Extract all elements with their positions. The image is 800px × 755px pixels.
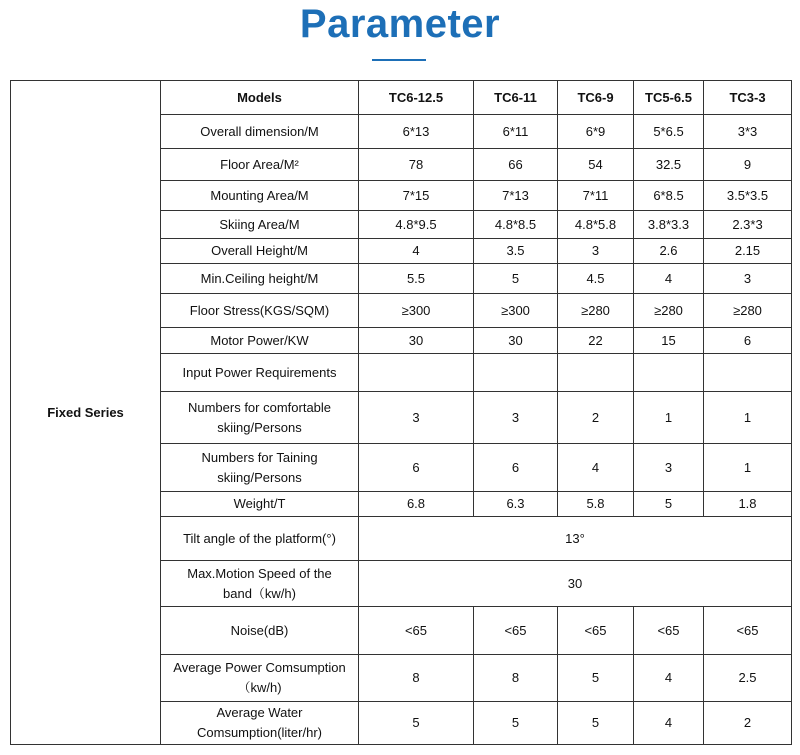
cell-value: 1.8 — [704, 492, 792, 517]
row-label: Max.Motion Speed of the band（kw/h) — [161, 561, 359, 607]
page-title: Parameter — [299, 2, 501, 46]
cell-value: <65 — [704, 607, 792, 655]
cell-value: 5.5 — [359, 264, 474, 294]
model-header: TC3-3 — [704, 81, 792, 115]
cell-value: 66 — [474, 149, 558, 181]
row-label: Average Power Comsumption （kw/h) — [161, 655, 359, 702]
cell-value: 6 — [359, 444, 474, 492]
cell-value: 5*6.5 — [634, 115, 704, 149]
cell-value: 4.8*5.8 — [558, 211, 634, 239]
merged-value: 30 — [359, 561, 792, 607]
cell-value: 54 — [558, 149, 634, 181]
cell-value: 6 — [474, 444, 558, 492]
cell-value: 78 — [359, 149, 474, 181]
cell-value: 4 — [634, 655, 704, 702]
header-row — [11, 81, 792, 115]
row-label: Average Water Comsumption(liter/hr) — [161, 702, 359, 745]
model-header: TC6-9 — [558, 81, 634, 115]
cell-value: <65 — [634, 607, 704, 655]
cell-value: 3 — [634, 444, 704, 492]
cell-value: 4.5 — [558, 264, 634, 294]
cell-value: 7*15 — [359, 181, 474, 211]
cell-value: 3.5 — [474, 239, 558, 264]
title-underline — [372, 59, 426, 61]
cell-value: 5.8 — [558, 492, 634, 517]
row-label: Mounting Area/M — [161, 181, 359, 211]
row-label: Weight/T — [161, 492, 359, 517]
cell-value: 5 — [558, 655, 634, 702]
cell-value: 2.3*3 — [704, 211, 792, 239]
row-label: Input Power Requirements — [161, 354, 359, 392]
cell-value: 6 — [704, 328, 792, 354]
models-header: Models — [161, 81, 359, 115]
model-header: TC6-12.5 — [359, 81, 474, 115]
cell-value: 3*3 — [704, 115, 792, 149]
cell-value: 4.8*8.5 — [474, 211, 558, 239]
row-label: Tilt angle of the platform(°) — [161, 517, 359, 561]
cell-value — [634, 354, 704, 392]
row-label: Numbers for Taining skiing/Persons — [161, 444, 359, 492]
cell-value: ≥300 — [474, 294, 558, 328]
row-label: Overall Height/M — [161, 239, 359, 264]
cell-value: 7*11 — [558, 181, 634, 211]
cell-value: 6.3 — [474, 492, 558, 517]
cell-value: 4.8*9.5 — [359, 211, 474, 239]
row-label: Numbers for comfortable skiing/Persons — [161, 392, 359, 444]
cell-value: 7*13 — [474, 181, 558, 211]
cell-value: <65 — [474, 607, 558, 655]
model-header: TC5-6.5 — [634, 81, 704, 115]
row-label: Motor Power/KW — [161, 328, 359, 354]
cell-value: 8 — [359, 655, 474, 702]
cell-value — [704, 354, 792, 392]
cell-value: 3.8*3.3 — [634, 211, 704, 239]
cell-value: 30 — [474, 328, 558, 354]
cell-value: 6*13 — [359, 115, 474, 149]
cell-value: 2.15 — [704, 239, 792, 264]
cell-value: 1 — [704, 392, 792, 444]
row-label: Noise(dB) — [161, 607, 359, 655]
cell-value: 2 — [704, 702, 792, 745]
cell-value: ≥280 — [704, 294, 792, 328]
cell-value: 5 — [558, 702, 634, 745]
cell-value: 22 — [558, 328, 634, 354]
cell-value: 9 — [704, 149, 792, 181]
cell-value: 4 — [634, 264, 704, 294]
cell-value: 5 — [634, 492, 704, 517]
row-label: Floor Stress(KGS/SQM) — [161, 294, 359, 328]
cell-value: 3 — [558, 239, 634, 264]
cell-value: 6*8.5 — [634, 181, 704, 211]
cell-value: 5 — [359, 702, 474, 745]
parameter-table — [10, 80, 792, 745]
merged-value: 13° — [359, 517, 792, 561]
cell-value: 6*11 — [474, 115, 558, 149]
cell-value: 4 — [634, 702, 704, 745]
row-label: Min.Ceiling height/M — [161, 264, 359, 294]
cell-value: 5 — [474, 264, 558, 294]
cell-value: 3 — [474, 392, 558, 444]
row-label: Skiing Area/M — [161, 211, 359, 239]
cell-value: ≥300 — [359, 294, 474, 328]
cell-value: ≥280 — [558, 294, 634, 328]
cell-value: 1 — [634, 392, 704, 444]
cell-value: <65 — [359, 607, 474, 655]
row-label: Overall dimension/M — [161, 115, 359, 149]
cell-value: 3 — [704, 264, 792, 294]
cell-value: 3 — [359, 392, 474, 444]
cell-value: 4 — [359, 239, 474, 264]
cell-value: 15 — [634, 328, 704, 354]
cell-value: 4 — [558, 444, 634, 492]
cell-value: 8 — [474, 655, 558, 702]
cell-value — [474, 354, 558, 392]
cell-value: 3.5*3.5 — [704, 181, 792, 211]
cell-value: ≥280 — [634, 294, 704, 328]
cell-value: 6.8 — [359, 492, 474, 517]
cell-value: 2.5 — [704, 655, 792, 702]
model-header: TC6-11 — [474, 81, 558, 115]
cell-value: 2 — [558, 392, 634, 444]
cell-value — [558, 354, 634, 392]
series-label: Fixed Series — [11, 81, 161, 745]
cell-value — [359, 354, 474, 392]
cell-value: 32.5 — [634, 149, 704, 181]
cell-value: 1 — [704, 444, 792, 492]
row-label: Floor Area/M² — [161, 149, 359, 181]
cell-value: 5 — [474, 702, 558, 745]
cell-value: 6*9 — [558, 115, 634, 149]
cell-value: 2.6 — [634, 239, 704, 264]
cell-value: <65 — [558, 607, 634, 655]
cell-value: 30 — [359, 328, 474, 354]
